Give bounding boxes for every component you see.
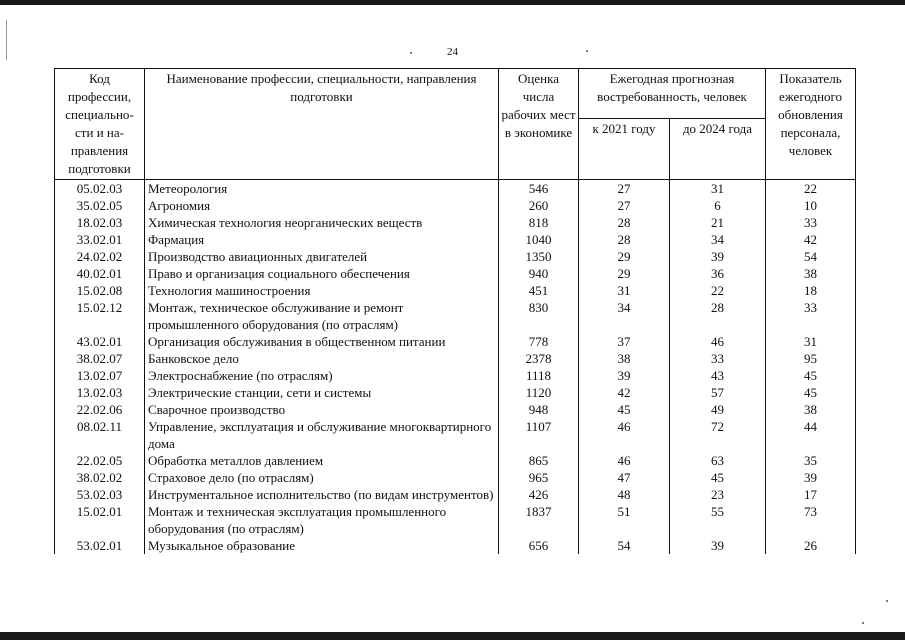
row-code: 15.02.12 [55,299,145,333]
row-jobs: 426 [499,486,579,503]
table-row [55,384,856,401]
row-renewal: 39 [766,469,856,486]
row-name: Организация обслуживания в общественном питании [145,333,499,350]
row-code: 15.02.08 [55,282,145,299]
row-jobs: 1120 [499,384,579,401]
table-row [55,418,856,452]
row-demand-2024: 46 [670,333,766,350]
row-demand-2024: 57 [670,384,766,401]
row-renewal: 42 [766,231,856,248]
row-demand-2024: 43 [670,367,766,384]
row-code: 43.02.01 [55,333,145,350]
row-demand-2021: 42 [579,384,670,401]
row-code: 53.02.03 [55,486,145,503]
page-number: 24 [447,46,458,58]
row-renewal: 17 [766,486,856,503]
row-code: 13.02.07 [55,367,145,384]
row-demand-2024: 55 [670,503,766,537]
row-name: Химическая технология неорганических веществ [145,214,499,231]
table-row [55,503,856,537]
header-demand-2021: к 2021 году [579,119,670,180]
row-demand-2021: 29 [579,248,670,265]
header-renewal: Показатель ежегодного обновления персонала, человек [766,69,856,180]
header-demand-2024: до 2024 года [670,119,766,180]
row-name: Право и организация социального обеспечения [145,265,499,282]
table-row [55,486,856,503]
row-renewal: 95 [766,350,856,367]
scan-speck [862,622,864,624]
row-jobs: 778 [499,333,579,350]
row-name: Электроснабжение (по отраслям) [145,367,499,384]
row-name: Страховое дело (по отраслям) [145,469,499,486]
row-renewal: 38 [766,401,856,418]
row-demand-2021: 39 [579,367,670,384]
row-demand-2021: 37 [579,333,670,350]
row-demand-2021: 28 [579,231,670,248]
table-row [55,282,856,299]
table-row [55,265,856,282]
table-row [55,214,856,231]
row-demand-2024: 45 [670,469,766,486]
row-demand-2021: 46 [579,452,670,469]
row-demand-2024: 49 [670,401,766,418]
row-jobs: 451 [499,282,579,299]
row-jobs: 1118 [499,367,579,384]
row-demand-2021: 51 [579,503,670,537]
row-name: Управление, эксплуатация и обслуживание многоквартирного дома [145,418,499,452]
row-name: Технология машиностроения [145,282,499,299]
row-demand-2021: 34 [579,299,670,333]
row-demand-2024: 39 [670,537,766,554]
table-row [55,180,856,198]
row-code: 35.02.05 [55,197,145,214]
row-jobs: 948 [499,401,579,418]
row-demand-2021: 29 [579,265,670,282]
row-demand-2024: 33 [670,350,766,367]
row-renewal: 18 [766,282,856,299]
table-body [55,180,856,555]
scan-speck [886,600,888,602]
row-code: 22.02.05 [55,452,145,469]
row-jobs: 818 [499,214,579,231]
row-jobs: 1837 [499,503,579,537]
row-code: 22.02.06 [55,401,145,418]
row-jobs: 546 [499,180,579,198]
row-demand-2024: 31 [670,180,766,198]
row-renewal: 33 [766,214,856,231]
row-jobs: 940 [499,265,579,282]
row-renewal: 33 [766,299,856,333]
row-code: 24.02.02 [55,248,145,265]
row-code: 33.02.01 [55,231,145,248]
table-row [55,367,856,384]
table-row [55,469,856,486]
row-code: 38.02.07 [55,350,145,367]
row-demand-2024: 22 [670,282,766,299]
row-renewal: 22 [766,180,856,198]
row-name: Фармация [145,231,499,248]
row-renewal: 44 [766,418,856,452]
table-row [55,333,856,350]
scan-border-bottom [0,632,905,640]
row-name: Агрономия [145,197,499,214]
header-code: Код профессии, специально-сти и на-правления подготовки [55,69,145,180]
row-name: Банковское дело [145,350,499,367]
row-renewal: 26 [766,537,856,554]
row-renewal: 38 [766,265,856,282]
row-code: 05.02.03 [55,180,145,198]
row-demand-2021: 38 [579,350,670,367]
row-jobs: 1107 [499,418,579,452]
row-demand-2021: 27 [579,180,670,198]
row-jobs: 1350 [499,248,579,265]
row-demand-2024: 28 [670,299,766,333]
row-name: Инструментальное исполнительство (по видам инструментов) [145,486,499,503]
row-demand-2021: 46 [579,418,670,452]
header-jobs: Оценка числа рабочих мест в экономике [499,69,579,180]
row-name: Производство авиационных двигателей [145,248,499,265]
row-jobs: 965 [499,469,579,486]
row-code: 13.02.03 [55,384,145,401]
row-demand-2024: 39 [670,248,766,265]
row-jobs: 865 [499,452,579,469]
row-demand-2024: 63 [670,452,766,469]
row-code: 40.02.01 [55,265,145,282]
row-demand-2024: 23 [670,486,766,503]
row-demand-2021: 28 [579,214,670,231]
table-row [55,231,856,248]
row-jobs: 2378 [499,350,579,367]
header-row [55,69,856,119]
row-name: Музыкальное образование [145,537,499,554]
table-row [55,537,856,554]
row-demand-2021: 48 [579,486,670,503]
row-jobs: 260 [499,197,579,214]
table-row [55,197,856,214]
row-jobs: 656 [499,537,579,554]
row-demand-2024: 21 [670,214,766,231]
row-renewal: 73 [766,503,856,537]
header-demand-group: Ежегодная прогнозная востребованность, человек [579,69,766,119]
row-demand-2024: 72 [670,418,766,452]
row-demand-2024: 34 [670,231,766,248]
row-demand-2024: 36 [670,265,766,282]
table-row [55,452,856,469]
row-renewal: 31 [766,333,856,350]
row-name: Обработка металлов давлением [145,452,499,469]
scan-border-top [0,0,905,5]
row-renewal: 45 [766,367,856,384]
row-code: 53.02.01 [55,537,145,554]
row-demand-2021: 45 [579,401,670,418]
row-code: 15.02.01 [55,503,145,537]
row-renewal: 45 [766,384,856,401]
row-renewal: 35 [766,452,856,469]
row-renewal: 10 [766,197,856,214]
row-jobs: 1040 [499,231,579,248]
professions-table [54,68,856,554]
row-name: Сварочное производство [145,401,499,418]
row-code: 18.02.03 [55,214,145,231]
row-name: Метеорология [145,180,499,198]
row-demand-2021: 31 [579,282,670,299]
row-demand-2021: 47 [579,469,670,486]
table-row [55,350,856,367]
row-renewal: 54 [766,248,856,265]
row-demand-2021: 27 [579,197,670,214]
row-demand-2024: 6 [670,197,766,214]
row-code: 38.02.02 [55,469,145,486]
row-name: Электрические станции, сети и системы [145,384,499,401]
table-row [55,248,856,265]
row-code: 08.02.11 [55,418,145,452]
row-jobs: 830 [499,299,579,333]
table-row [55,401,856,418]
header-name: Наименование профессии, специальности, направления подготовки [145,69,499,180]
table-row [55,299,856,333]
row-name: Монтаж, техническое обслуживание и ремонт промышленного оборудования (по отраслям) [145,299,499,333]
row-name: Монтаж и техническая эксплуатация промышленного оборудования (по отраслям) [145,503,499,537]
row-demand-2021: 54 [579,537,670,554]
